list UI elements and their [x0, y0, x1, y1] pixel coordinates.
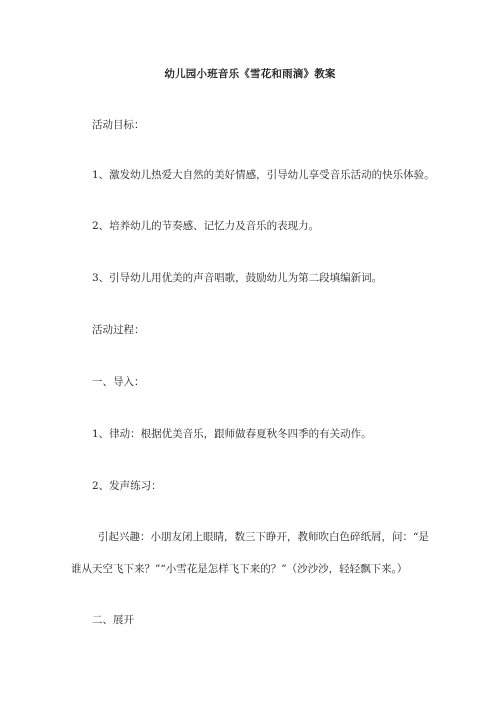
paragraph-line-2: 谁从天空飞下来？”“小雪花是怎样飞下来的？”（沙沙沙，轻轻飘下来。） [71, 563, 408, 575]
step-item-1: 1、律动：根据优美音乐，跟师做春夏秋冬四季的有关动作。 [92, 428, 372, 440]
goal-item-3: 3、引导幼儿用优美的声音唱歌，鼓励幼儿为第二段填编新词。 [92, 272, 383, 284]
paragraph-line-1: 引起兴趣：小朋友闭上眼睛，数三下睁开，教师吹白色碎纸屑，问：“是 [98, 531, 429, 543]
step-item-2: 2、发声练习： [92, 480, 162, 492]
document-title: 幼儿园小班音乐《雪花和雨滴》教案 [164, 68, 336, 80]
process-heading: 活动过程： [92, 324, 145, 336]
goal-item-1: 1、激发幼儿热爱大自然的美好情感，引导幼儿享受音乐活动的快乐体验。 [92, 169, 435, 181]
goals-heading: 活动目标： [92, 119, 145, 131]
section-two-heading: 二、展开 [92, 614, 134, 626]
section-one-heading: 一、导入： [92, 376, 145, 388]
goal-item-2: 2、培养幼儿的节奏感、记忆力及音乐的表现力。 [92, 220, 320, 232]
